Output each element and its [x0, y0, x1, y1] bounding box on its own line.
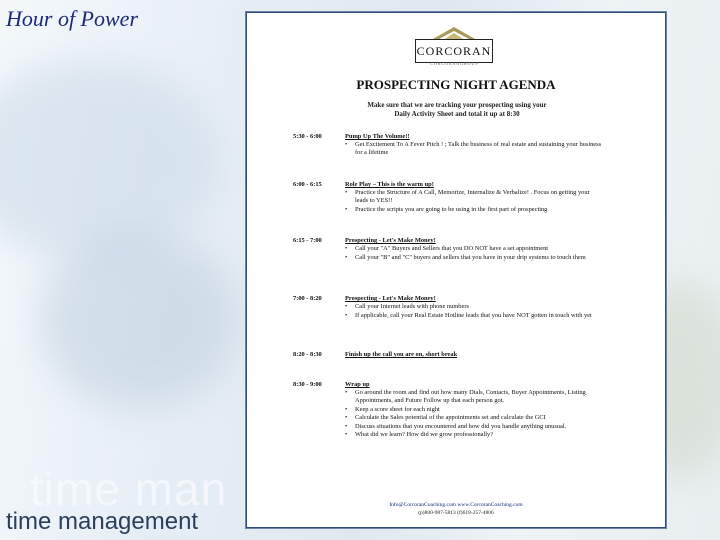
slot-heading: Pump Up The Volume!! — [345, 133, 410, 140]
slot-bullets — [345, 189, 603, 214]
slot-time: 6:15 - 7:00 — [293, 237, 322, 244]
slot-heading: Role Play – This is the warm up! — [345, 181, 434, 188]
bullet-item: • Keep a score sheet for each night — [345, 406, 603, 414]
slot-time: 6:00 - 6:15 — [293, 181, 322, 188]
slot-bullets — [345, 389, 603, 440]
bullet-item: • Call your "A" Buyers and Sellers that you DO NOT have a set appointment — [345, 245, 603, 253]
logo-subtext: C O R C O R A N G R O U P — [430, 61, 478, 66]
contact-line: (p)800-987-5813 (f)618-257-4806 — [418, 510, 494, 516]
corcoran-logo — [415, 23, 493, 66]
subtitle-line: Daily Activity Sheet and total it up at 8:30 — [394, 110, 520, 118]
slot-heading: Prospecting - Let's Make Money! — [345, 295, 436, 302]
slot-time: 5:30 - 6:00 — [293, 133, 322, 140]
slot-time: 8:20 - 8:30 — [293, 351, 322, 358]
agenda-document — [246, 12, 666, 528]
slot-time: 7:00 - 8:20 — [293, 295, 322, 302]
bullet-item: • Go around the room and find out how many Dials, Contacts, Buyer Appointments, Listing Appointments, and Future Follow up that each person got. — [345, 389, 603, 405]
bullet-item: • Get Excitement To A Fever Pitch ! ; Talk the business of real estate and sustaining your business for a lifetime — [345, 141, 603, 157]
slot-heading: Finish up the call you are on, short break — [345, 351, 458, 358]
bullet-item: • Calculate the Sales potential of the appointments set and calculate the GCI — [345, 414, 603, 422]
bullet-item: • Discuss situations that you encountered and how did you handle anything unusual. — [345, 423, 603, 431]
slot-time: 8:30 - 9:00 — [293, 381, 322, 388]
background-swirl — [0, 60, 220, 260]
bullet-item: • Practice the scripts you are going to be using in the first part of prospecting — [345, 206, 603, 214]
slot-heading: Prospecting - Let's Make Money! — [345, 237, 436, 244]
contact-info — [247, 501, 665, 517]
logo-wordmark: CORCORAN — [415, 39, 493, 63]
background-swirl — [40, 230, 240, 410]
slot-bullets — [345, 303, 603, 320]
document-title: PROSPECTING NIGHT AGENDA — [356, 77, 556, 92]
bullet-item: • What did we learn? How did we grow professionally? — [345, 431, 603, 439]
bullet-item: • Call your Internet leads with phone numbers — [345, 303, 603, 311]
bullet-item: • Practice the Structure of A Call, Memorize, Internalize & Verbalize! . Focus on getting your leads to YES!! — [345, 189, 603, 205]
document-subtitle — [337, 101, 577, 119]
bullet-item: • If applicable, call your Real Estate Hotline leads that you have NOT gotten in touch with yet — [345, 312, 603, 320]
subtitle-line: Make sure that we are tracking your prospecting using your — [367, 101, 547, 109]
watermark-text: time man — [30, 463, 228, 515]
slot-bullets — [345, 245, 603, 262]
slot-heading: Wrap up — [345, 381, 370, 388]
bullet-item: • Call your "B" and "C" buyers and sellers that you have in your drip systems to touch them — [345, 254, 603, 262]
slide-title: Hour of Power — [6, 6, 138, 31]
slide-footer: time management — [6, 508, 199, 535]
contact-line: Info@CorcoranCoaching.com www.CorcoranCoaching.com — [389, 502, 523, 508]
slot-bullets — [345, 141, 603, 158]
